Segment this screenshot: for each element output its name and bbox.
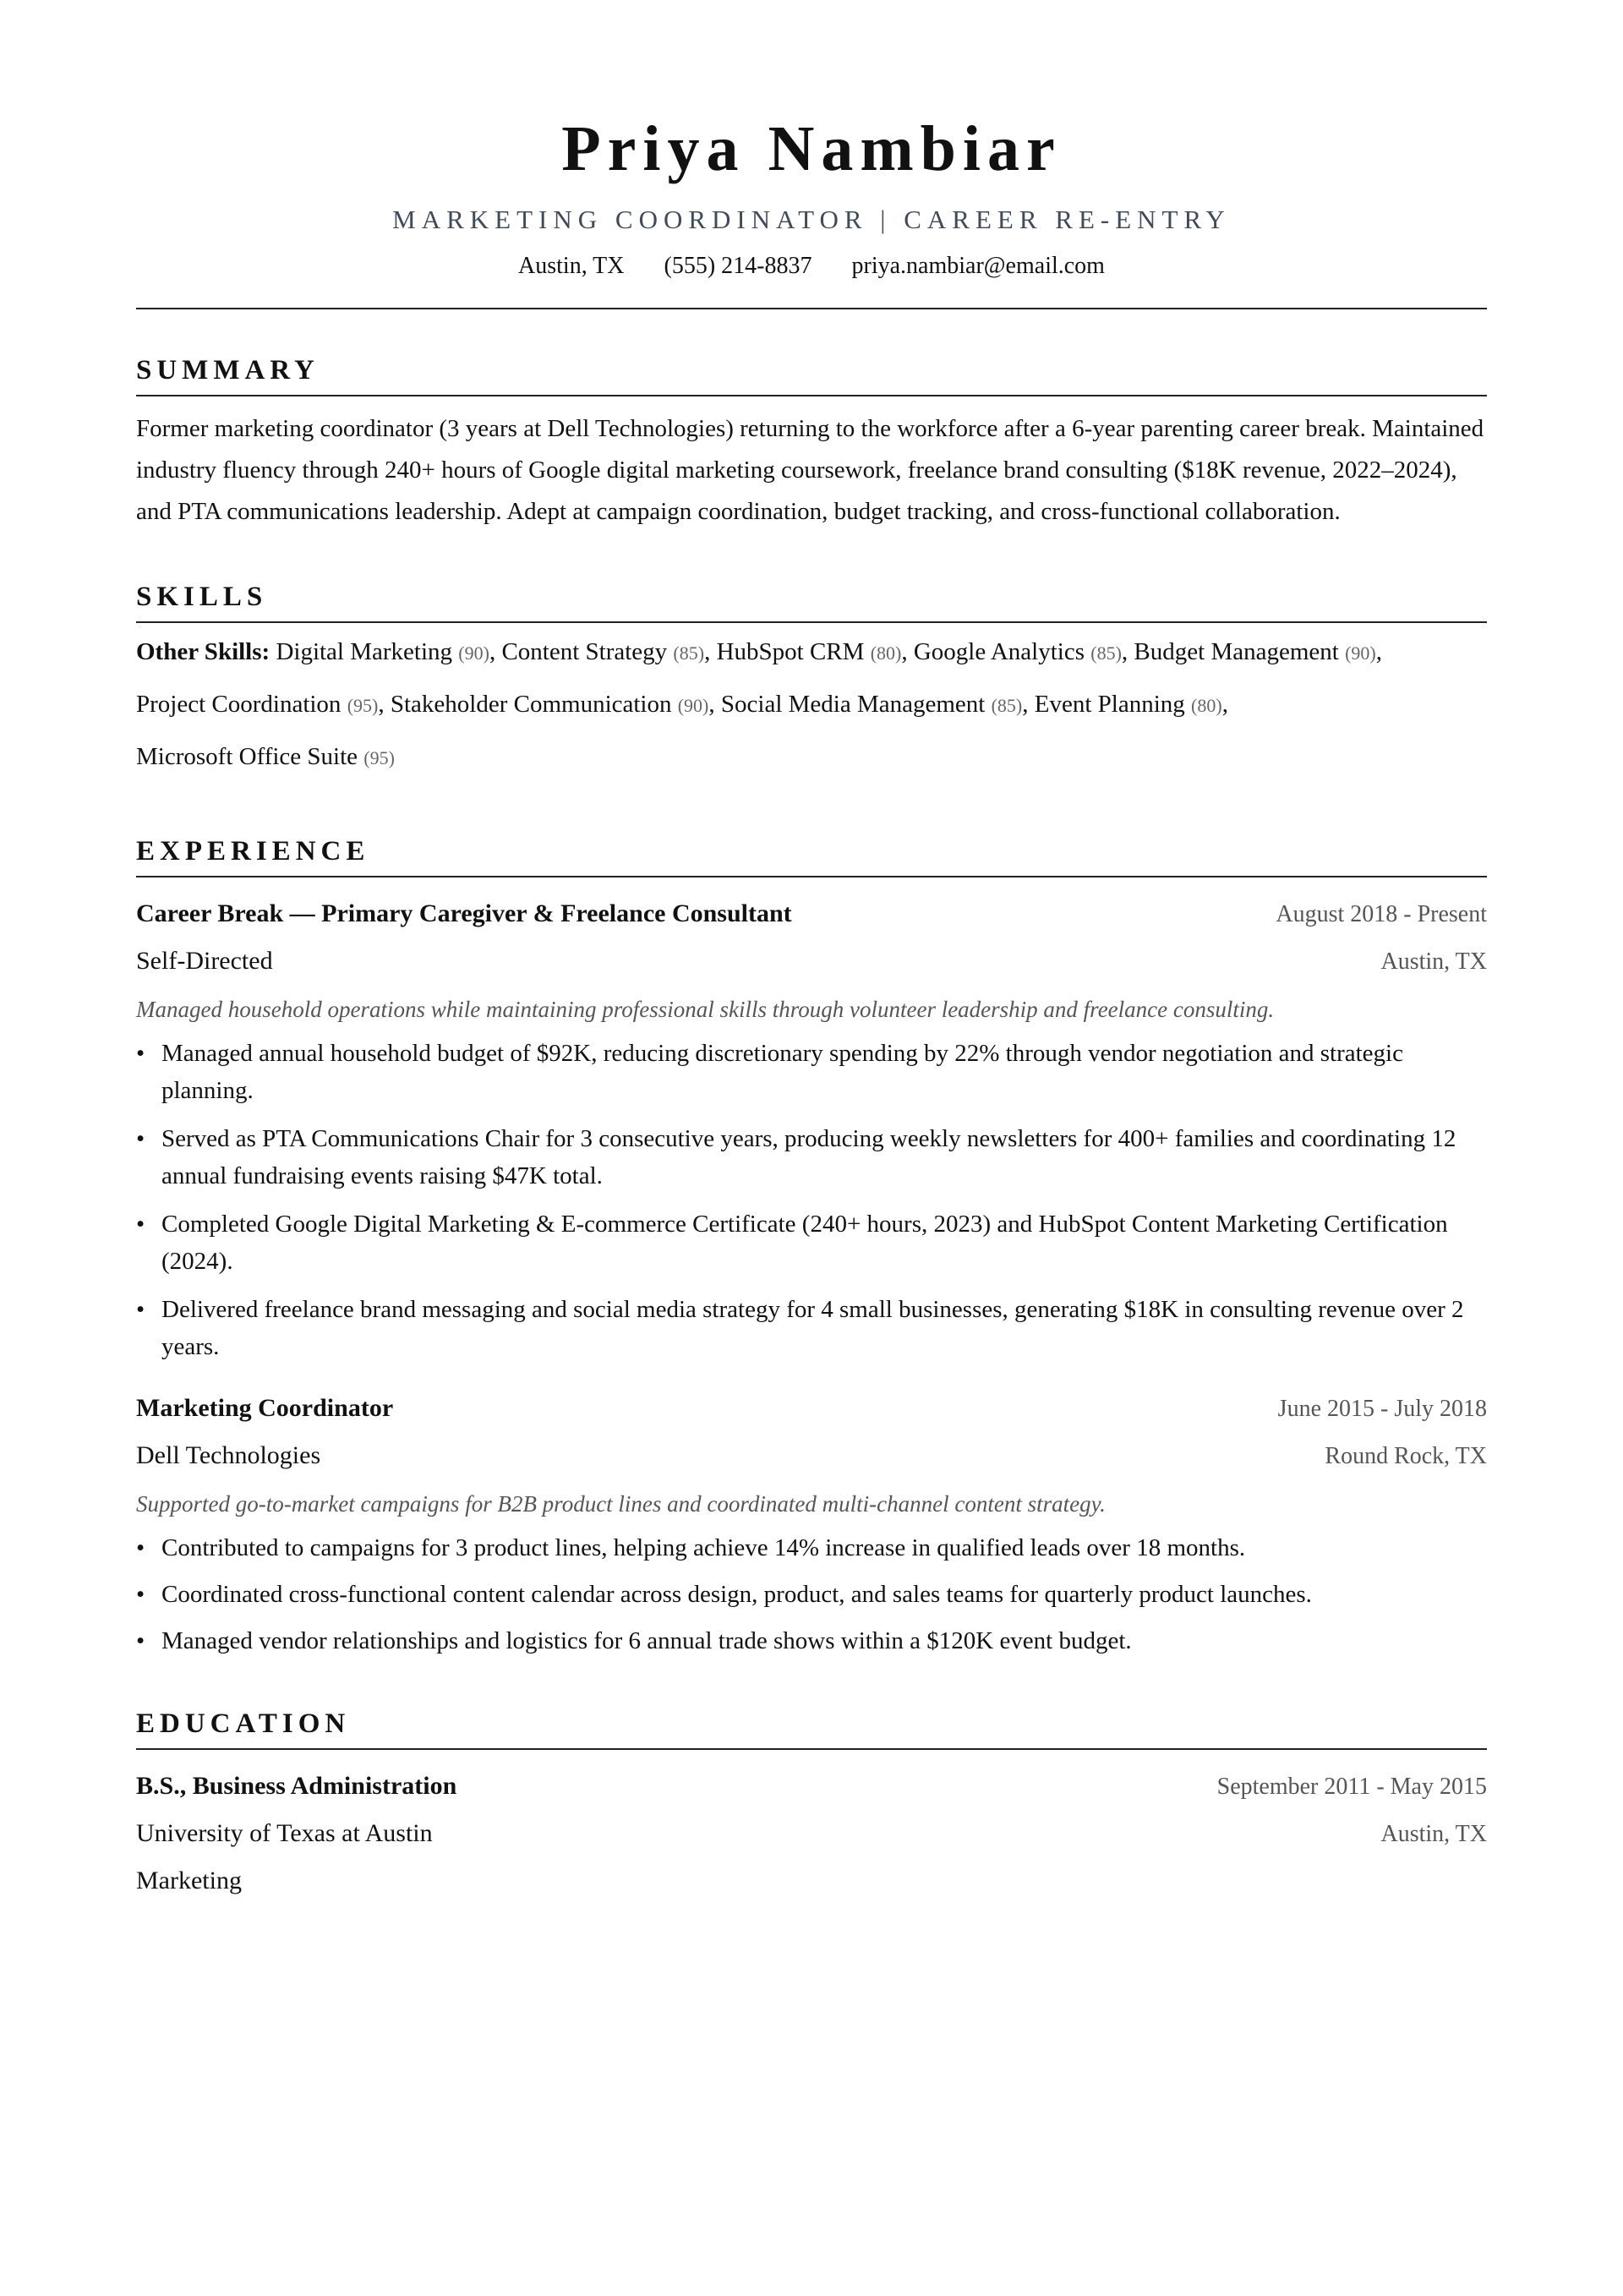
summary-text: Former marketing coordinator (3 years at Dell Technologies) returning to the workforce after a 6-year parenting career break. Maintained industry fluency through 240+ hours of Google digital marketing coursework, freelance brand consulting ($18K revenue, 2022–2024), and PTA communications leadership. Adept at campaign coordination, budget tracking, and cross-functional collaboration. xyxy=(136,415,1484,525)
candidate-headline: MARKETING COORDINATOR | CAREER RE-ENTRY xyxy=(392,205,1231,234)
skills-label: Other Skills: xyxy=(136,638,270,665)
skill-item: Project Coordination (95), xyxy=(136,691,385,718)
experience-heading: EXPERIENCE xyxy=(136,838,1487,877)
skill-level: (95) xyxy=(363,747,395,768)
skill-level: (85) xyxy=(1090,642,1122,664)
job-dates: August 2018 - Present xyxy=(1276,901,1487,927)
skills-list xyxy=(136,626,1487,784)
education-dates: September 2011 - May 2015 xyxy=(1216,1774,1487,1800)
job-organization: Dell Technologies xyxy=(136,1441,321,1469)
job-description: Managed household operations while maintaining professional skills through volunteer leadership and freelance consulting. xyxy=(136,997,1275,1022)
job-title: Marketing Coordinator xyxy=(136,1394,394,1422)
job-bullets xyxy=(136,1035,1487,1365)
job-description: Supported go-to-market campaigns for B2B product lines and coordinated multi-channel content strategy. xyxy=(136,1491,1106,1517)
school-location: Austin, TX xyxy=(1380,1821,1487,1847)
list-item: • Managed annual household budget of $92K, reducing discretionary spending by 22% through vendor negotiation and strategic planning. xyxy=(136,1035,1487,1109)
resume-header xyxy=(136,0,1487,309)
skill-item: Event Planning (80), xyxy=(1034,691,1228,718)
job-location: Austin, TX xyxy=(1380,948,1487,975)
list-item: • Contributed to campaigns for 3 product lines, helping achieve 14% increase in qualified leads over 18 months. xyxy=(136,1529,1487,1566)
education-heading: EDUCATION xyxy=(136,1710,1487,1750)
job-title: Career Break — Primary Caregiver & Freelance Consultant xyxy=(136,899,792,927)
experience-entry xyxy=(136,901,1487,1365)
education-entry xyxy=(136,1774,1487,1894)
summary-heading: SUMMARY xyxy=(136,357,1487,396)
degree-title: B.S., Business Administration xyxy=(136,1772,457,1800)
skill-item: HubSpot CRM (80), xyxy=(716,638,908,665)
field-of-study: Marketing xyxy=(136,1867,242,1894)
skill-level: (85) xyxy=(991,695,1023,716)
education-section xyxy=(136,1710,1487,1894)
experience-entry xyxy=(136,1396,1487,1659)
skill-level: (95) xyxy=(347,695,379,716)
contact-location: Austin, TX xyxy=(518,253,625,279)
skill-level: (80) xyxy=(870,642,902,664)
skill-item: Microsoft Office Suite (95) xyxy=(136,743,395,770)
skill-level: (80) xyxy=(1191,695,1222,716)
list-item: • Completed Google Digital Marketing & E-commerce Certificate (240+ hours, 2023) and HubSpot Content Marketing Certification (2024). xyxy=(136,1205,1487,1280)
skill-item: Stakeholder Communication (90), xyxy=(390,691,715,718)
skill-item: Budget Management (90), xyxy=(1134,638,1382,665)
skill-item: Content Strategy (85), xyxy=(501,638,711,665)
list-item: • Delivered freelance brand messaging and social media strategy for 4 small businesses, generating $18K in consulting revenue over 2 years. xyxy=(136,1291,1487,1365)
list-item: • Managed vendor relationships and logistics for 6 annual trade shows within a $120K event budget. xyxy=(136,1622,1487,1659)
skills-section xyxy=(136,583,1487,784)
summary-section xyxy=(136,357,1487,533)
skill-item: Social Media Management (85), xyxy=(720,691,1029,718)
skill-level: (85) xyxy=(673,642,705,664)
skills-heading: SKILLS xyxy=(136,583,1487,623)
header-divider xyxy=(136,308,1487,309)
job-dates: June 2015 - July 2018 xyxy=(1277,1396,1487,1422)
contact-phone: (555) 214-8837 xyxy=(664,253,812,279)
school-name: University of Texas at Austin xyxy=(136,1819,433,1847)
list-item: • Served as PTA Communications Chair for 3 consecutive years, producing weekly newsletters for 400+ families and coordinating 12 annual fundraising events raising $47K total. xyxy=(136,1120,1487,1194)
experience-section xyxy=(136,838,1487,1659)
contact-email[interactable]: priya.nambiar@email.com xyxy=(851,253,1105,279)
skill-item: Digital Marketing (90), xyxy=(276,638,496,665)
list-item: • Coordinated cross-functional content calendar across design, product, and sales teams for quarterly product launches. xyxy=(136,1576,1487,1613)
contact-line xyxy=(136,254,1487,278)
job-organization: Self-Directed xyxy=(136,947,273,975)
job-bullets xyxy=(136,1529,1487,1659)
skill-level: (90) xyxy=(677,695,709,716)
skill-item: Google Analytics (85), xyxy=(913,638,1128,665)
skill-level: (90) xyxy=(1345,642,1376,664)
skill-level: (90) xyxy=(458,642,489,664)
job-location: Round Rock, TX xyxy=(1325,1443,1487,1469)
candidate-name: Priya Nambiar xyxy=(561,113,1062,184)
